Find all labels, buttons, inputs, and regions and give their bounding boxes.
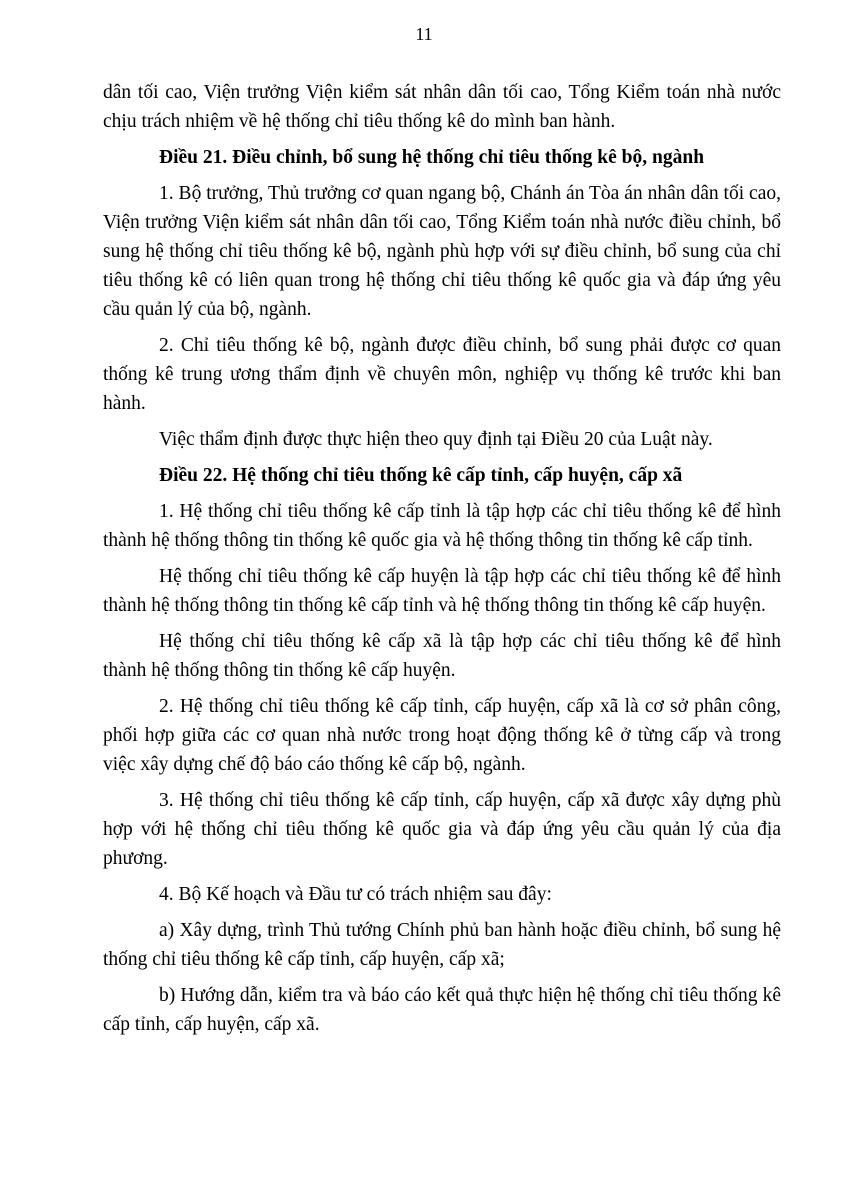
article-21-paragraph-2: 2. Chỉ tiêu thống kê bộ, ngành được điều chỉnh, bổ sung phải được cơ quan thống kê trung ương thẩm định về chuyên môn, nghiệp vụ thống kê trước khi ban hành. <box>103 335 781 414</box>
article-21-paragraph-3: Việc thẩm định được thực hiện theo quy định tại Điều 20 của Luật này. <box>159 429 713 450</box>
article-22-paragraph-1: 1. Hệ thống chỉ tiêu thống kê cấp tỉnh là tập hợp các chỉ tiêu thống kê để hình thành hệ thống thông tin thống kê quốc gia và hệ thống thông tin thống kê cấp tỉnh. <box>103 501 781 551</box>
article-22-paragraph-7: a) Xây dựng, trình Thủ tướng Chính phủ ban hành hoặc điều chỉnh, bổ sung hệ thống chỉ tiêu thống kê cấp tỉnh, cấp huyện, cấp xã; <box>103 920 781 970</box>
article-22-paragraph-2: Hệ thống chỉ tiêu thống kê cấp huyện là tập hợp các chỉ tiêu thống kê để hình thành hệ thống thông tin thống kê cấp tỉnh và hệ thống thông tin thống kê cấp huyện. <box>103 566 781 616</box>
document-body <box>103 78 781 1046</box>
article-22-heading: Điều 22. Hệ thống chỉ tiêu thống kê cấp tỉnh, cấp huyện, cấp xã <box>159 465 683 486</box>
article-22-paragraph-6: 4. Bộ Kế hoạch và Đầu tư có trách nhiệm sau đây: <box>159 884 552 905</box>
article-22-paragraph-4: 2. Hệ thống chỉ tiêu thống kê cấp tỉnh, cấp huyện, cấp xã là cơ sở phân công, phối hợp giữa các cơ quan nhà nước trong hoạt động thống kê ở từng cấp và trong việc xây dựng chế độ báo cáo thống kê cấp bộ, ngành. <box>103 696 781 775</box>
intro-paragraph: dân tối cao, Viện trưởng Viện kiểm sát nhân dân tối cao, Tổng Kiểm toán nhà nước chịu trách nhiệm về hệ thống chỉ tiêu thống kê do mình ban hành. <box>103 82 781 132</box>
article-22-paragraph-5: 3. Hệ thống chỉ tiêu thống kê cấp tỉnh, cấp huyện, cấp xã được xây dựng phù hợp với hệ thống chỉ tiêu thống kê quốc gia và đáp ứng yêu cầu quản lý của địa phương. <box>103 790 781 869</box>
article-22-paragraph-3: Hệ thống chỉ tiêu thống kê cấp xã là tập hợp các chỉ tiêu thống kê để hình thành hệ thống thông tin thống kê cấp huyện. <box>103 631 781 681</box>
article-21-paragraph-1: 1. Bộ trưởng, Thủ trưởng cơ quan ngang bộ, Chánh án Tòa án nhân dân tối cao, Viện trưởng Viện kiểm sát nhân dân tối cao, Tổng Kiểm toán nhà nước điều chỉnh, bổ sung hệ thống chỉ tiêu thống kê bộ, ngành phù hợp với sự điều chỉnh, bổ sung của chỉ tiêu thống kê có liên quan trong hệ thống chỉ tiêu thống kê quốc gia và đáp ứng yêu cầu quản lý của bộ, ngành. <box>103 183 781 320</box>
article-21-heading: Điều 21. Điều chỉnh, bổ sung hệ thống chỉ tiêu thống kê bộ, ngành <box>159 147 705 168</box>
article-22-paragraph-8: b) Hướng dẫn, kiểm tra và báo cáo kết quả thực hiện hệ thống chỉ tiêu thống kê cấp tỉnh, cấp huyện, cấp xã. <box>103 985 781 1035</box>
page-number: 11 <box>415 24 433 44</box>
